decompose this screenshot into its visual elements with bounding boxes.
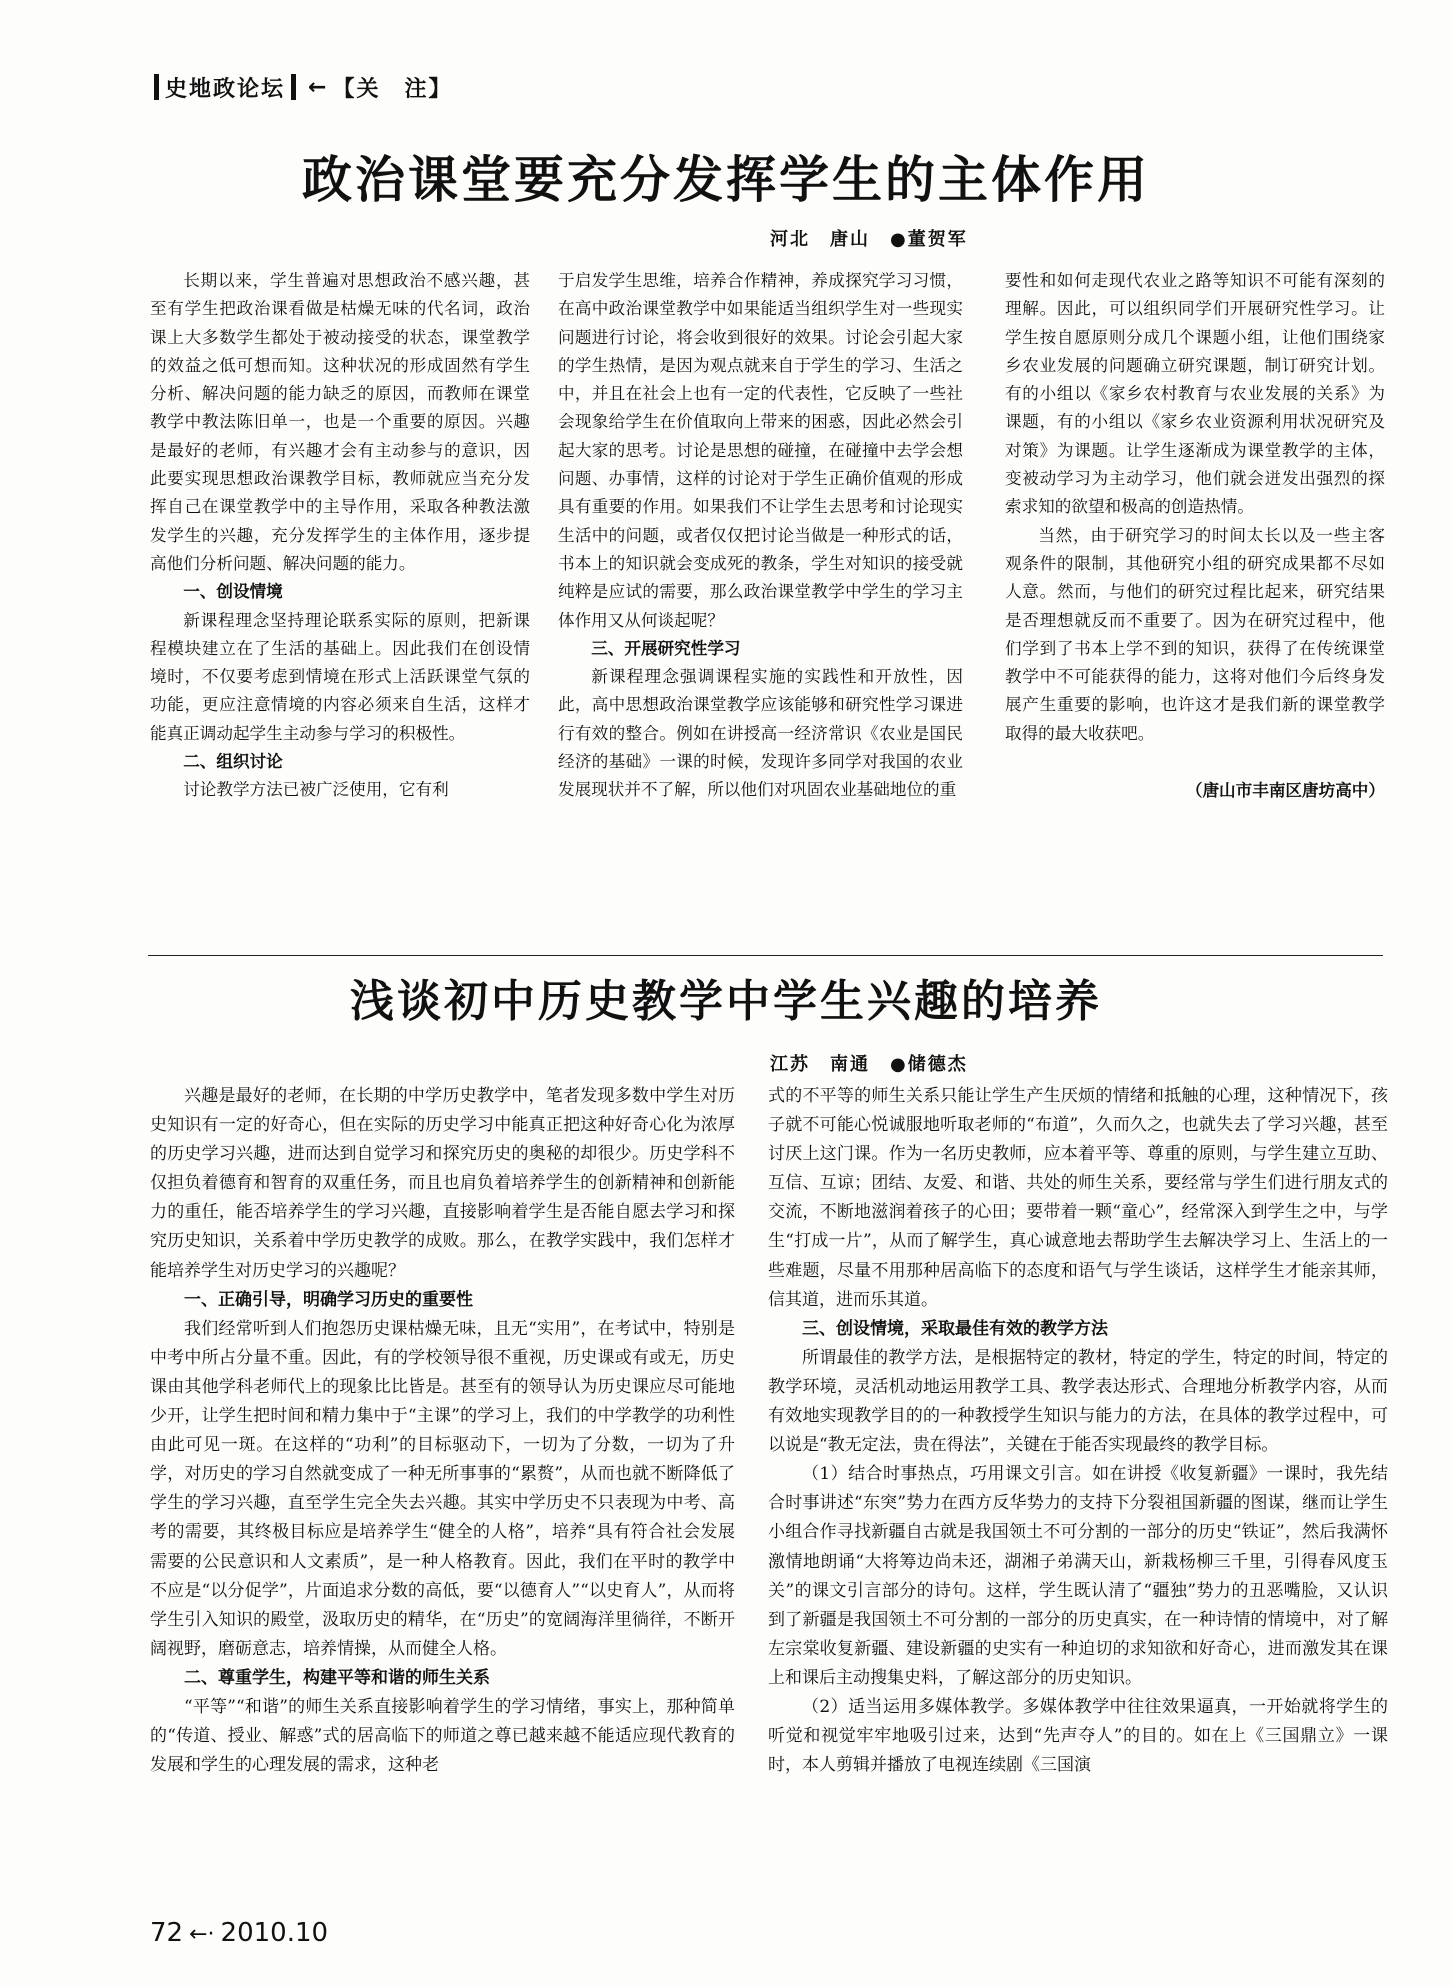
section-heading: 三、开展研究性学习 [591, 638, 741, 658]
section-label: 【关 注】 [332, 76, 453, 102]
paragraph: （1）结合时事热点，巧用课文引言。如在讲授《收复新疆》一课时，我先结合时事讲述“东突”势力在西方反华势力的支持下分裂祖国新疆的图谋，继而让学生小组合作寻找新疆自古就是我国领土不可分割的一部分的历史“铁证”，然后我满怀激情地朗诵“大将筹边尚未还，湖湘子弟满天山，新栽杨柳三千里，引得春风度玉关”的课文引言部分的诗句。这样，学生既认清了“疆独”势力的丑恶嘴脸，又认识到了新疆是我国领土不可分割的一部分的历史真实，在一种诗情的情境中，对了解左宗棠收复新疆、建设新疆的史实有一种迫切的求知欲和好奇心，进而激发其在课上和课后主动搜集史料，了解这部分的历史知识。 [768, 1464, 1388, 1688]
article2-author: 江苏 南通 ●储德杰 [770, 1054, 968, 1075]
paragraph: （2）适当运用多媒体教学。多媒体教学中往往效果逼真，一开始就将学生的听觉和视觉牢牢地吸引过来，达到“先声夺人”的目的。如在上《三国鼎立》一课时，本人剪辑并播放了电视连续剧《三国演 [768, 1696, 1388, 1776]
article-divider [148, 955, 1383, 956]
section-heading: 三、创设情境，采取最佳有效的教学方法 [802, 1318, 1108, 1339]
article1-column-3 [1005, 267, 1385, 947]
column-name: 史地政论坛 [165, 76, 286, 102]
article1-author: 河北 唐山 ●董贺军 [770, 229, 968, 250]
paragraph: 新课程理念强调课程实施的实践性和开放性，因此，高中思想政治课堂教学应该能够和研究性学习课进行有效的整合。例如在讲授高一经济常识《农业是国民经济的基础》一课的时候，发现许多同学对我国的农业发展现状并不了解，所以他们对巩固农业基础地位的重 [558, 667, 963, 800]
paragraph: 讨论教学方法已被广泛使用，它有利 [183, 780, 449, 800]
article1-title: 政治课堂要充分发挥学生的主体作用 [302, 151, 1150, 209]
section-heading: 二、尊重学生，构建平等和谐的师生关系 [184, 1667, 490, 1688]
paragraph: 式的不平等的师生关系只能让学生产生厌烦的情绪和抵触的心理，这种情况下，孩子就不可能心悦诚服地听取老师的“布道”，久而久之，也就失去了学习兴趣，甚至讨厌上这门课。作为一名历史教师，应本着平等、尊重的原则，与学生建立互助、互信、互谅；团结、友爱、和谐、共处的师生关系，要经常与学生们进行朋友式的交流，不断地滋润着孩子的心田；要带着一颗“童心”，经常深入到学生之中，与学生“打成一片”，从而了解学生，真心诚意地去帮助学生去解决学习上、生活上的一些难题，尽量不用那种居高临下的态度和语气与学生谈话，这样学生才能亲其师，信其道，进而乐其道。 [768, 1086, 1388, 1310]
section-heading: 二、组织讨论 [183, 752, 283, 772]
page-footer [150, 1918, 328, 1948]
paragraph: 于启发学生思维，培养合作精神，养成探究学习习惯，在高中政治课堂教学中如果能适当组织学生对一些现实问题进行讨论，将会收到很好的效果。讨论会引起大家的学生热情，是因为观点就来自于学生的学习、生活之中，并且在社会上也有一定的代表性，它反映了一些社会现象给学生在价值取向上带来的困惑，因此必然会引起大家的思考。讨论是思想的碰撞，在碰撞中去学会想问题、办事情，这样的讨论对于学生正确价值观的形成具有重要的作用。如果我们不让学生去思考和讨论现实生活中的问题，或者仅仅把讨论当做是一种形式的话，书本上的知识就会变成死的教条，学生对知识的接受就纯粹是应试的需要，那么政治课堂教学中学生的学习主体作用又从何谈起呢？ [558, 271, 963, 630]
paragraph: 兴趣是最好的老师，在长期的中学历史教学中，笔者发现多数中学生对历史知识有一定的好奇心，但在实际的历史学习中能真正把这种好奇心化为浓厚的历史学习兴趣，进而达到自觉学习和探究历史的奥秘的却很少。历史学科不仅担负着德育和智育的双重任务，而且也肩负着培养学生的创新精神和创新能力的重任，能否培养学生的学习兴趣，直接影响着学生是否能自愿去学习和探究历史知识，关系着中学历史教学的成败。那么，在教学实践中，我们怎样才能培养学生对历史学习的兴趣呢？ [150, 1086, 735, 1281]
article2-column-2 [768, 1082, 1388, 1897]
paragraph: 要性和如何走现代农业之路等知识不可能有深刻的理解。因此，可以组织同学们开展研究性学习。让学生按自愿原则分成几个课题小组，让他们围绕家乡农业发展的问题确立研究课题，制订研究计划。有的小组以《家乡农村教育与农业发展的关系》为课题，有的小组以《家乡农业资源利用状况研究及对策》为课题。让学生逐渐成为课堂教学的主体，变被动学习为主动学习，他们就会迸发出强烈的探索求知的欲望和极高的创造热情。 [1005, 271, 1385, 517]
article1-source: （唐山市丰南区唐坊高中） [1185, 780, 1385, 801]
paragraph: 当然，由于研究学习的时间太长以及一些主客观条件的限制，其他研究小组的研究成果都不尽如人意。然而，与他们的研究过程比起来，研究结果是否理想就反而不重要了。因为在研究过程中，他们学到了书本上学不到的知识，获得了在传统课堂教学中不可能获得的能力，这将对他们今后终身发展产生重要的影响，也许这才是我们新的课堂教学取得的最大收获吧。 [1005, 525, 1385, 743]
column-header [148, 72, 452, 102]
arrow-left-icon: ← [308, 74, 329, 100]
paragraph: 长期以来，学生普遍对思想政治不感兴趣，甚至有学生把政治课看做是枯燥无味的代名词，政治课上大多数学生都处于被动接受的状态，课堂教学的效益之低可想而知。这种状况的形成固然有学生分析、解决问题的能力缺乏的原因，而教师在课堂教学中教法陈旧单一，也是一个重要的原因。兴趣是最好的老师，有兴趣才会有主动参与的意识，因此要实现思想政治课教学目标，教师就应当充分发挥自己在课堂教学中的主导作用，采取各种教法激发学生的兴趣，充分发挥学生的主体作用，逐步提高他们分析问题、解决问题的能力。 [150, 271, 530, 573]
paragraph: 我们经常听到人们抱怨历史课枯燥无味，且无“实用”，在考试中，特别是中考中所占分量不重。因此，有的学校领导很不重视，历史课或有或无，历史课由其他学科老师代上的现象比比皆是。甚至有的领导认为历史课应尽可能地少开，让学生把时间和精力集中于“主课”的学习上，我们的中学教学的功利性由此可见一斑。在这样的“功利”的目标驱动下，一切为了分数，一切为了升学，对历史的学习自然就变成了一种无所事事的“累赘”，从而也就不断降低了学生的学习兴趣，直至学生完全失去兴趣。其实中学历史不只表现为中考、高考的需要，其终极目标应是培养学生“健全的人格”，培养“具有符合社会发展需要的公民意识和人文素质”，是一种人格教育。因此，我们在平时的教学中不应是“以分促学”，片面追求分数的高低，要“以德育人”“以史育人”，从而将学生引入知识的殿堂，汲取历史的精华，在“历史”的宽阔海洋里徜徉，不断开阔视野，磨砺意志，培养情操，从而健全人格。 [150, 1318, 735, 1659]
issue-date: 2010.10 [220, 1918, 329, 1948]
paragraph: 新课程理念坚持理论联系实际的原则，把新课程模块建立在了生活的基础上。因此我们在创设情境时，不仅要考虑到情境在形式上活跃课堂气氛的功能，更应注意情境的内容必须来自生活，这样才能真正调动起学生主动参与学习的积极性。 [150, 610, 530, 743]
arrow-left-icon: ←· [189, 1922, 215, 1947]
paragraph: “平等”“和谐”的师生关系直接影响着学生的学习情绪，事实上，那种简单的“传道、授业、解惑”式的居高临下的师道之尊已越来越不能适应现代教育的发展和学生的心理发展的需求，这种老 [150, 1696, 735, 1776]
article2-column-1 [150, 1082, 735, 1897]
header-bar [154, 74, 159, 100]
section-heading: 一、创设情境 [183, 582, 283, 602]
paragraph: 所谓最佳的教学方法，是根据特定的教材，特定的学生，特定的时间，特定的教学环境，灵活机动地运用教学工具、教学表达形式、合理地分析教学内容，从而有效地实现教学目的的一种教授学生知识与能力的方法，在具体的教学过程中，可以说是“教无定法，贵在得法”，关键在于能否实现最终的教学目标。 [768, 1347, 1388, 1456]
article2-title: 浅谈初中历史教学中学生兴趣的培养 [350, 976, 1102, 1027]
page-number: 72 [150, 1918, 184, 1948]
header-bar [291, 74, 296, 100]
article1-column-2 [558, 267, 963, 947]
article1-column-1 [150, 267, 530, 947]
section-heading: 一、正确引导，明确学习历史的重要性 [184, 1289, 473, 1310]
